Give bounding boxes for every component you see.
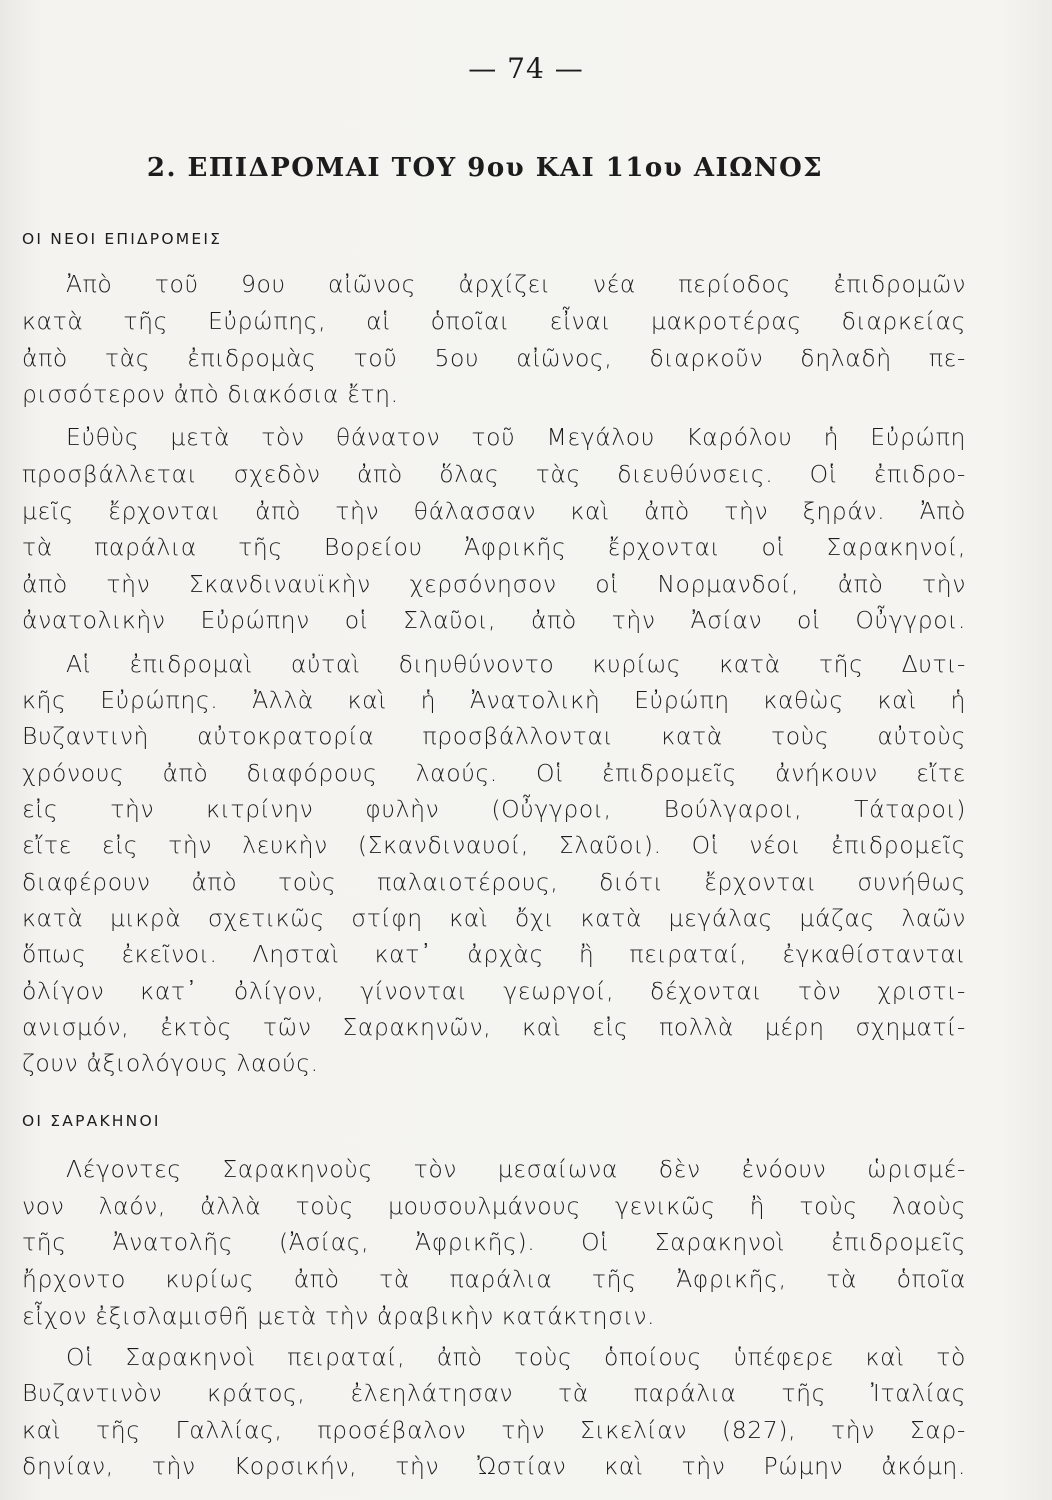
text-line: προσβάλλεται σχεδὸν ἀπὸ ὅλας τὰς διευθύνσεις. Οἱ ἐπιδρο- [22, 460, 966, 488]
text-line: ανισμόν, ἐκτὸς τῶν Σαρακηνῶν, καὶ εἰς πολλὰ μέρη σχηματί- [22, 1013, 966, 1041]
text-line: κατὰ τῆς Εὐρώπης, αἱ ὁποῖαι εἶναι μακροτέρας διαρκείας [22, 307, 966, 335]
text-line: ὀλίγον κατ᾽ ὀλίγον, γίνονται γεωργοί, δέχονται τὸν χριστι- [22, 977, 966, 1005]
text-line: ὅπως ἐκεῖνοι. Λησταὶ κατ᾽ ἀρχὰς ἢ πειραταί, ἐγκαθίστανται [22, 940, 966, 968]
text-line: κῆς Εὐρώπης. Ἀλλὰ καὶ ἡ Ἀνατολικὴ Εὐρώπη καθὼς καὶ ἡ [22, 686, 966, 714]
text-line: ἀνατολικὴν Εὐρώπην οἱ Σλαῦοι, ἀπὸ τὴν Ἀσίαν οἱ Οὖγγροι. [22, 606, 966, 634]
text-line: Οἱ Σαρακηνοὶ πειραταί, ἀπὸ τοὺς ὁποίους ὑπέφερε καὶ τὸ [66, 1343, 966, 1371]
text-line: κατὰ μικρὰ σχετικῶς στίφη καὶ ὄχι κατὰ μεγάλας μάζας λαῶν [22, 904, 966, 932]
text-line: Ἀπὸ τοῦ 9ου αἰῶνος ἀρχίζει νέα περίοδος ἐπιδρομῶν [66, 270, 966, 298]
text-line: Εὐθὺς μετὰ τὸν θάνατον τοῦ Μεγάλου Καρόλου ἡ Εὐρώπη [66, 423, 966, 451]
text-line: Αἱ ἐπιδρομαὶ αὐταὶ διηυθύνοντο κυρίως κατὰ τῆς Δυτι- [66, 650, 966, 678]
text-line: διαφέρουν ἀπὸ τοὺς παλαιοτέρους, διότι ἔρχονται συνήθως [22, 868, 966, 896]
text-line: δηνίαν, τὴν Κορσικήν, τὴν Ὠστίαν καὶ τὴν Ρώμην ἀκόμη. [22, 1452, 966, 1480]
text-line: ρισσότερον ἀπὸ διακόσια ἔτη. [22, 380, 399, 408]
text-line: ἀπὸ τὰς ἐπιδρομὰς τοῦ 5ου αἰῶνος, διαρκοῦν δηλαδὴ πε- [22, 344, 966, 372]
text-line: χρόνους ἀπὸ διαφόρους λαούς. Οἱ ἐπιδρομεῖς ἀνήκουν εἴτε [22, 759, 966, 787]
text-line: Βυζαντινὸν κράτος, ἐλεηλάτησαν τὰ παράλια τῆς Ἰταλίας [22, 1379, 966, 1407]
text-line: ἤρχοντο κυρίως ἀπὸ τὰ παράλια τῆς Ἀφρικῆς, τὰ ὁποῖα [22, 1265, 966, 1293]
text-line: καὶ τῆς Γαλλίας, προσέβαλον τὴν Σικελίαν (827), τὴν Σαρ- [22, 1416, 966, 1444]
text-line: Λέγοντες Σαρακηνοὺς τὸν μεσαίωνα δὲν ἐνόουν ὡρισμέ- [66, 1155, 966, 1183]
section-heading-saracens: ΟΙ ΣΑΡΑΚΗΝΟΙ [22, 1112, 161, 1130]
text-line: Βυζαντινὴ αὐτοκρατορία προσβάλλονται κατὰ τοὺς αὐτοὺς [22, 722, 966, 750]
text-line: εἰς τὴν κιτρίνην φυλὴν (Οὖγγροι, Βούλγαροι, Τάταροι) [22, 795, 966, 823]
text-line: τὰ παράλια τῆς Βορείου Ἀφρικῆς ἔρχονται οἱ Σαρακηνοί, [22, 533, 966, 561]
text-line: τῆς Ἀνατολῆς (Ἀσίας, Ἀφρικῆς). Οἱ Σαρακηνοὶ ἐπιδρομεῖς [22, 1228, 966, 1256]
text-line: νον λαόν, ἀλλὰ τοὺς μουσουλμάνους γενικῶς ἢ τοὺς λαοὺς [22, 1192, 966, 1220]
text-line: εἴτε εἰς τὴν λευκὴν (Σκανδιναυοί, Σλαῦοι). Οἱ νέοι ἐπιδρομεῖς [22, 831, 966, 859]
page-number: — 74 — [468, 52, 584, 85]
text-line: ἀπὸ τὴν Σκανδιναυϊκὴν χερσόνησον οἱ Νορμανδοί, ἀπὸ τὴν [22, 570, 966, 598]
chapter-title: 2. ΕΠΙΔΡΟΜΑΙ ΤΟΥ 9ου ΚΑΙ 11ου ΑΙΩΝΟΣ [146, 153, 824, 183]
section-heading-new-invaders: ΟΙ ΝΕΟΙ ΕΠΙΔΡΟΜΕΙΣ [22, 230, 223, 248]
text-line: εἶχον ἐξισλαμισθῆ μετὰ τὴν ἀραβικὴν κατάκτησιν. [22, 1302, 656, 1330]
text-line: ζουν ἀξιολόγους λαούς. [22, 1049, 319, 1077]
text-line: μεῖς ἔρχονται ἀπὸ τὴν θάλασσαν καὶ ἀπὸ τὴν ξηράν. Ἀπὸ [22, 497, 966, 525]
